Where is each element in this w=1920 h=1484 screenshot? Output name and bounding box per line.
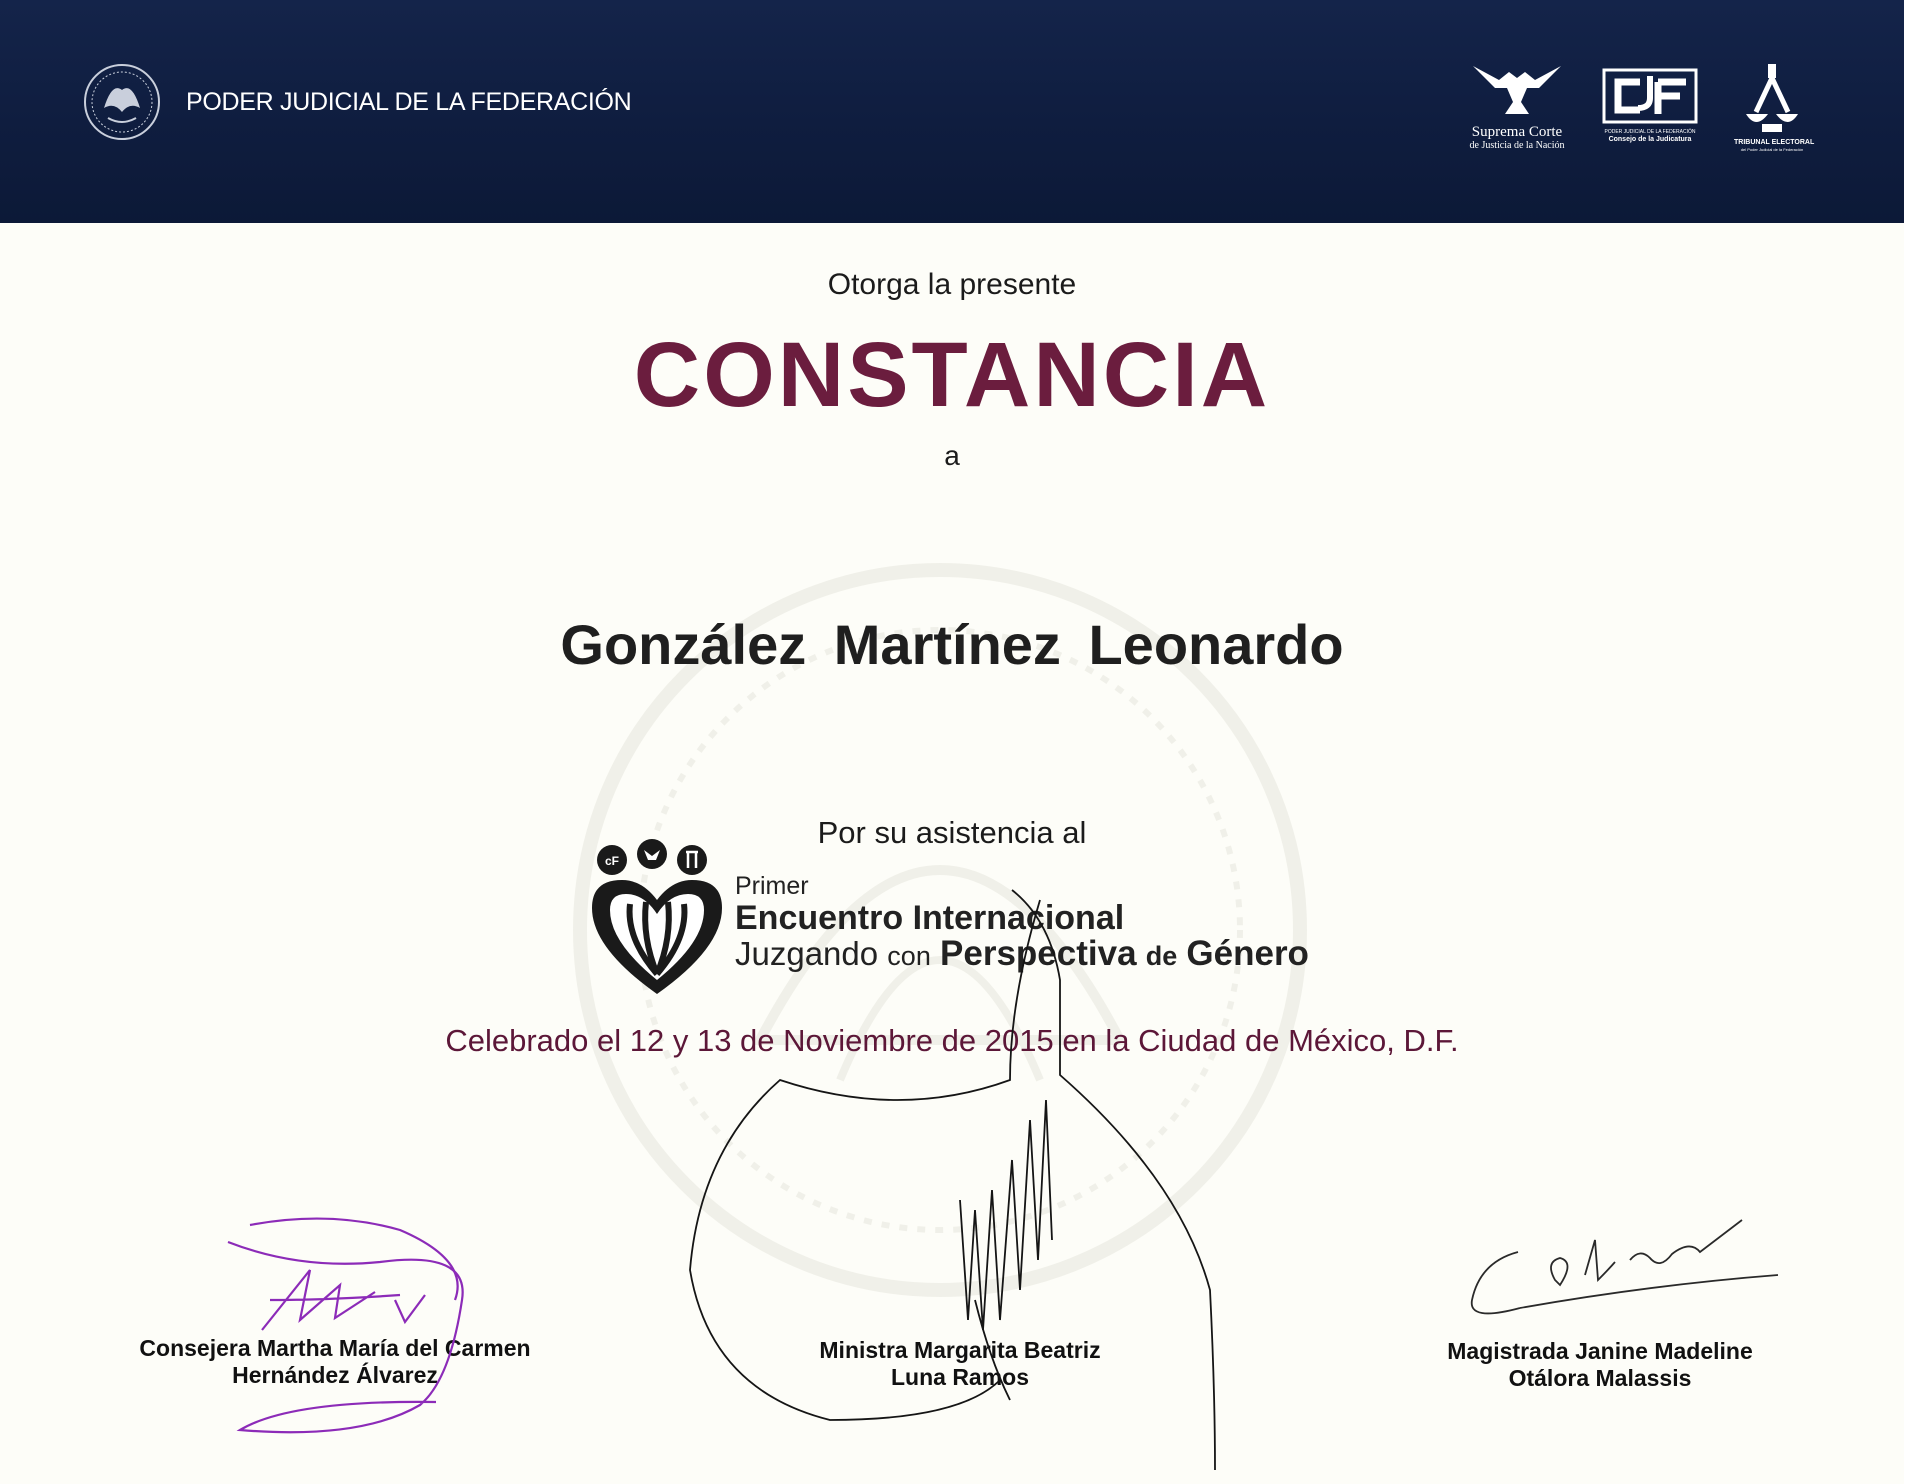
event-line-1: Primer — [735, 872, 809, 900]
signature-3 — [1472, 1220, 1778, 1313]
signatory-2-line-2: Luna Ramos — [890, 1364, 1030, 1390]
org-name: PODER JUDICIAL DE LA FEDERACIÓN — [186, 88, 632, 116]
signatory-1-line-2: Hernández Álvarez — [232, 1362, 438, 1388]
scales-icon — [1742, 62, 1802, 134]
signature-1 — [228, 1219, 463, 1433]
te-name: TRIBUNAL ELECTORAL — [1734, 139, 1815, 146]
celebration-date: Celebrado el 12 y 13 de Noviembre de 2015 en la Ciudad de México, D.F. — [445, 1023, 1459, 1058]
reason-text: Por su asistencia al — [817, 815, 1087, 850]
cjf-name: Consejo de la Judicatura — [1608, 136, 1692, 143]
signatory-2 — [760, 1337, 1160, 1391]
intro-text: Otorga la presente — [827, 268, 1077, 301]
recipient-name: González Martínez Leonardo — [560, 613, 1344, 676]
header-band — [0, 0, 1904, 223]
event-title — [735, 872, 1309, 974]
certificate-title: CONSTANCIA — [633, 324, 1271, 426]
page-edge — [1904, 0, 1920, 1484]
national-seal-icon — [82, 62, 162, 142]
signatory-1-line-1: Consejera Martha María del Carmen — [139, 1335, 531, 1361]
event-word-genero: Género — [1186, 934, 1309, 973]
event-word-con: con — [887, 941, 931, 971]
to-word: a — [944, 440, 960, 471]
signatory-1 — [110, 1335, 560, 1389]
event-heart-logo — [582, 838, 732, 1000]
signatory-3-line-2: Otálora Malassis — [1508, 1365, 1692, 1391]
event-word-perspectiva: Perspectiva — [940, 934, 1137, 973]
scjn-name: Suprema Corte — [1471, 124, 1563, 140]
signatory-2-line-1: Ministra Margarita Beatriz — [819, 1337, 1101, 1363]
cjf-logo — [1600, 68, 1700, 154]
signatory-3-line-1: Magistrada Janine Madeline — [1447, 1338, 1753, 1364]
scjn-logo — [1462, 58, 1572, 154]
scjn-subtitle: de Justicia de la Nación — [1469, 140, 1565, 151]
eagle-icon — [1469, 58, 1565, 118]
event-word-juzgando: Juzgando — [735, 935, 879, 972]
cjf-monogram-icon — [1602, 68, 1698, 124]
event-line-2: Encuentro Internacional — [735, 899, 1125, 937]
svg-text:cF: cF — [604, 854, 620, 868]
te-subtitle: del Poder Judicial de la Federación — [1740, 147, 1804, 152]
signatory-3 — [1390, 1338, 1810, 1392]
te-logo — [1734, 62, 1815, 154]
cjf-org: PODER JUDICIAL DE LA FEDERACIÓN — [1604, 129, 1696, 135]
event-line-3 — [735, 936, 1309, 974]
event-word-de: de — [1145, 941, 1178, 971]
